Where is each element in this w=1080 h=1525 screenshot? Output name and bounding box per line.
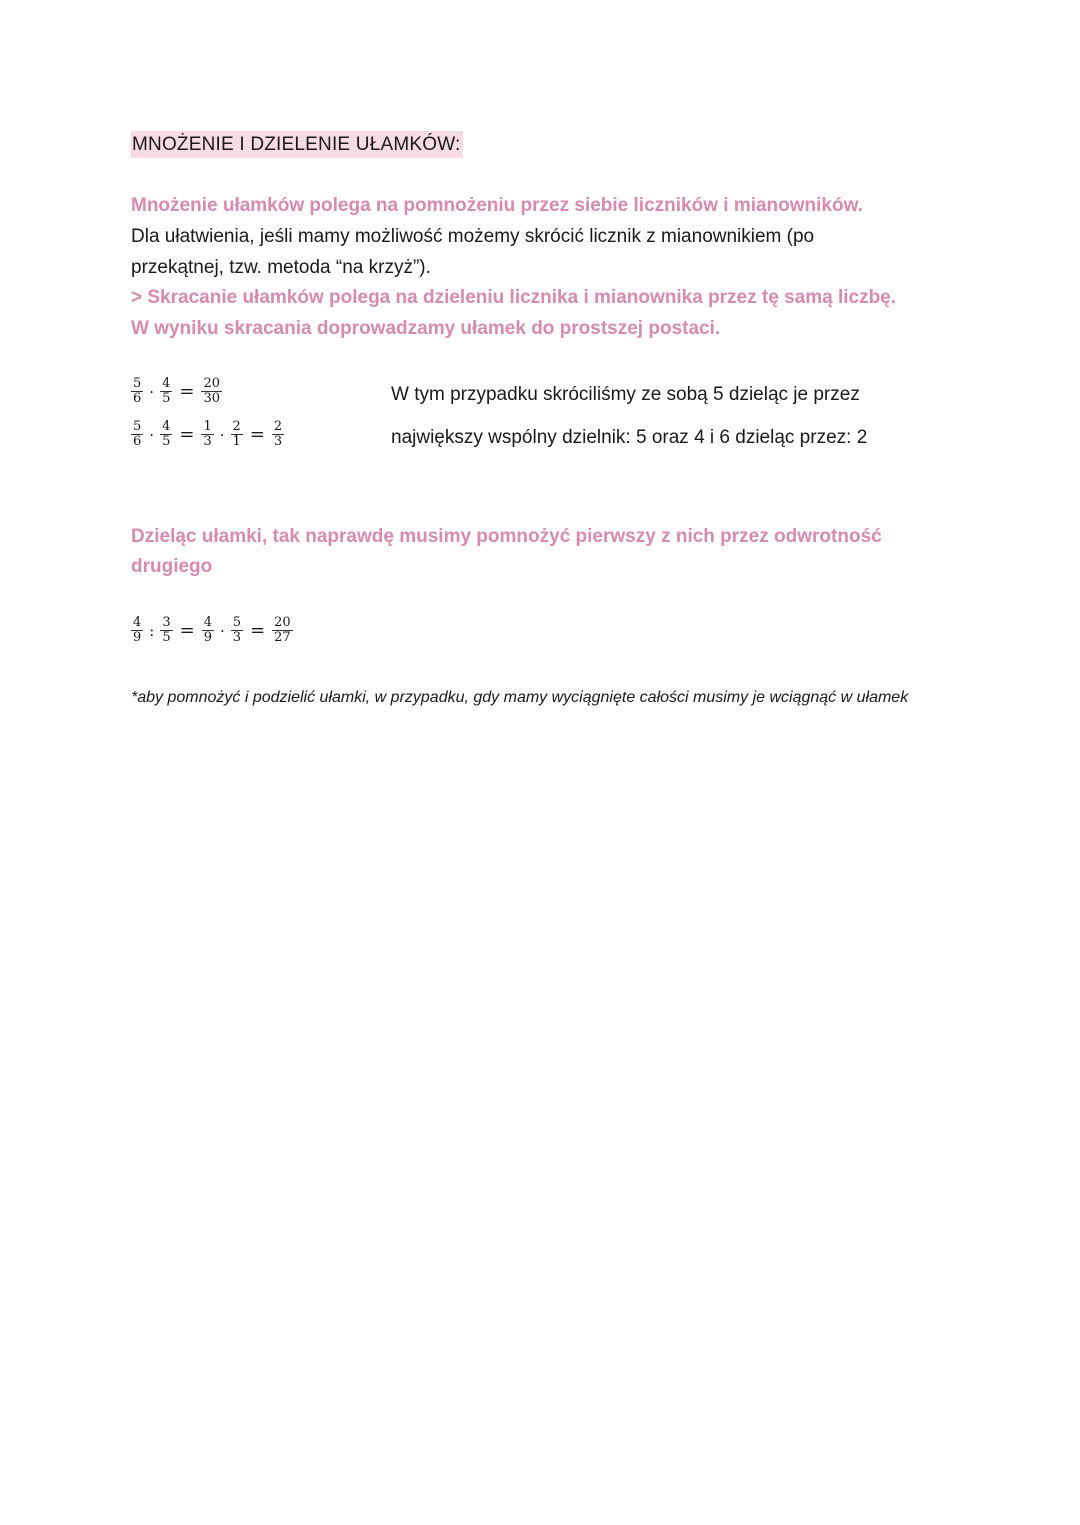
page-title: MNOŻENIE I DZIELENIE UŁAMKÓW: [131, 131, 463, 158]
fraction: $\frac{5}{6}$ [133, 376, 142, 406]
explanation-line-2: największy wspólny dzielnik: 5 oraz 4 i 6 dzieląc przez: 2 [391, 427, 868, 448]
equals-sign: = [179, 620, 195, 641]
multiply-sign: · [149, 382, 155, 401]
fraction: $\frac{1}{3}$ [203, 419, 212, 449]
fraction: $\frac{4}{9}$ [133, 615, 142, 645]
multiply-sign: · [149, 425, 155, 444]
multiply-sign: · [220, 621, 225, 640]
fraction: $\frac{5}{3}$ [232, 615, 242, 645]
multiply-sign: · [219, 425, 225, 444]
fraction: $\frac{2}{3}$ [273, 419, 283, 449]
equation-row-1 [131, 377, 222, 406]
division-rule: Dzieląc ułamki, tak naprawdę musimy pomnożyć pierwszy z nich przez odwrotność [131, 526, 882, 547]
fraction: $\frac{2}{1}$ [232, 419, 241, 449]
equals-sign: = [179, 424, 195, 445]
fraction: $\frac{4}{5}$ [162, 376, 171, 406]
division-equation [131, 616, 293, 645]
multiplication-rule: Mnożenie ułamków polega na pomnożeniu przez siebie liczników i mianowników. [131, 195, 863, 216]
equals-sign: = [249, 424, 265, 445]
fraction: $\frac{20}{27}$ [274, 615, 291, 645]
divide-sign: : [149, 621, 155, 640]
equals-sign: = [250, 620, 266, 641]
fraction: $\frac{4}{5}$ [162, 419, 171, 449]
simplification-rule: > Skracanie ułamków polega na dzieleniu licznika i mianownika przez tę samą liczbę. [131, 287, 897, 308]
footnote: *aby pomnożyć i podzielić ułamki, w przypadku, gdy mamy wyciągnięte całości musimy je wciągnąć w ułamek [131, 689, 909, 706]
fraction: $\frac{5}{6}$ [133, 419, 142, 449]
simplification-rule-continued: W wyniku skracania doprowadzamy ułamek do prostszej postaci. [131, 318, 721, 339]
division-rule-continued: drugiego [131, 556, 213, 577]
fraction: $\frac{20}{30}$ [203, 376, 220, 406]
text-line: przekątnej, tzw. metoda “na krzyż”). [131, 257, 431, 278]
explanation-line-1: W tym przypadku skróciliśmy ze sobą 5 dzieląc je przez [391, 384, 860, 405]
fraction: $\frac{3}{5}$ [162, 615, 171, 645]
equals-sign: = [179, 381, 195, 402]
equation-row-2 [131, 420, 284, 449]
fraction: $\frac{4}{9}$ [203, 615, 212, 645]
text-line: Dla ułatwienia, jeśli mamy możliwość możemy skrócić licznik z mianownikiem (po [131, 226, 815, 247]
